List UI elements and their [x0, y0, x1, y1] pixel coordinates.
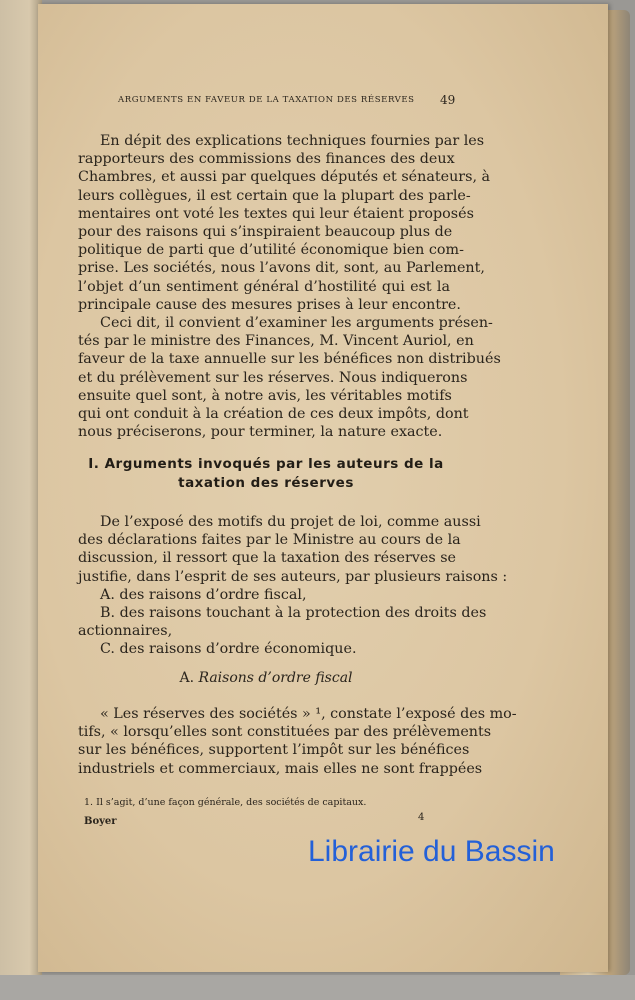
text-line: « Les réserves des sociétés » ¹, constate l’exposé des mo-: [100, 706, 517, 722]
text-line: nous préciserons, pour terminer, la nature exacte.: [78, 424, 443, 441]
text-line: Chambres, et aussi par quelques députés et sénateurs, à: [78, 169, 491, 186]
section-heading: [80, 455, 452, 493]
running-header: ARGUMENTS EN FAVEUR DE LA TAXATION DES RÉSERVES: [118, 95, 415, 105]
paragraph-4: [78, 705, 517, 778]
text-line: et du prélèvement sur les réserves. Nous indiquerons: [78, 369, 468, 386]
subsection-title: Raisons d’ordre fiscal: [198, 670, 353, 686]
text-line: des déclarations faites par le Ministre au cours de la: [78, 532, 461, 549]
text-line: tifs, « lorsqu’elles sont constituées par des prélèvements: [78, 724, 492, 741]
paragraph-1: [78, 132, 491, 314]
subsection-heading: [80, 670, 452, 686]
text-line: faveur de la taxe annuelle sur les bénéfices non distribués: [78, 351, 501, 368]
heading-line: I. Arguments invoqués par les auteurs de la: [88, 456, 444, 472]
list-item-continuation: actionnaires,: [78, 623, 173, 640]
signature-author: Boyer: [84, 816, 117, 827]
text-line: industriels et commerciaux, mais elles ne sont frappées: [78, 760, 483, 777]
watermark: Librairie du Bassin: [308, 835, 555, 868]
text-line: l’objet d’un sentiment général d’hostilité qui est la: [78, 278, 450, 295]
list-item: C. des raisons d’ordre économique.: [100, 641, 357, 658]
text-line: tés par le ministre des Finances, M. Vincent Auriol, en: [78, 333, 474, 350]
text-line: qui ont conduit à la création de ces deux impôts, dont: [78, 405, 469, 422]
text-line: pour des raisons qui s’inspiraient beaucoup plus de: [78, 223, 453, 240]
heading-line: taxation des réserves: [178, 475, 354, 491]
text-line: mentaires ont voté les textes qui leur étaient proposés: [78, 205, 474, 222]
text-line: leurs collègues, il est certain que la plupart des parle-: [78, 187, 471, 204]
background-surface: [0, 975, 635, 1000]
text-line: ensuite quel sont, à notre avis, les véritables motifs: [78, 387, 452, 404]
text-line: justifie, dans l’esprit de ses auteurs, par plusieurs raisons :: [78, 568, 508, 585]
text-line: En dépit des explications techniques fournies par les: [100, 133, 485, 149]
text-line: rapporteurs des commissions des finances des deux: [78, 151, 455, 168]
text-line: discussion, il ressort que la taxation des réserves se: [78, 550, 456, 567]
text-line: politique de parti que d’utilité économique bien com-: [78, 242, 464, 259]
list-item: A. des raisons d’ordre fiscal,: [100, 586, 307, 603]
text-line: De l’exposé des motifs du projet de loi, comme aussi: [100, 514, 481, 530]
signature-number: 4: [418, 812, 425, 823]
paragraph-2: [78, 314, 501, 441]
list-item: B. des raisons touchant à la protection des droits des: [100, 604, 487, 621]
text-line: prise. Les sociétés, nous l’avons dit, sont, au Parlement,: [78, 260, 485, 277]
footnote: 1. Il s’agit, d’une façon générale, des sociétés de capitaux.: [84, 797, 367, 808]
text-line: sur les bénéfices, supportent l’impôt sur les bénéfices: [78, 742, 470, 759]
text-line: Ceci dit, il convient d’examiner les arguments présen-: [100, 315, 493, 331]
facing-page-edge: [0, 0, 42, 1000]
paragraph-3: [78, 513, 508, 659]
text-line: principale cause des mesures prises à leur encontre.: [78, 296, 461, 313]
subsection-letter: A.: [179, 670, 195, 686]
page-number: 49: [440, 93, 456, 107]
